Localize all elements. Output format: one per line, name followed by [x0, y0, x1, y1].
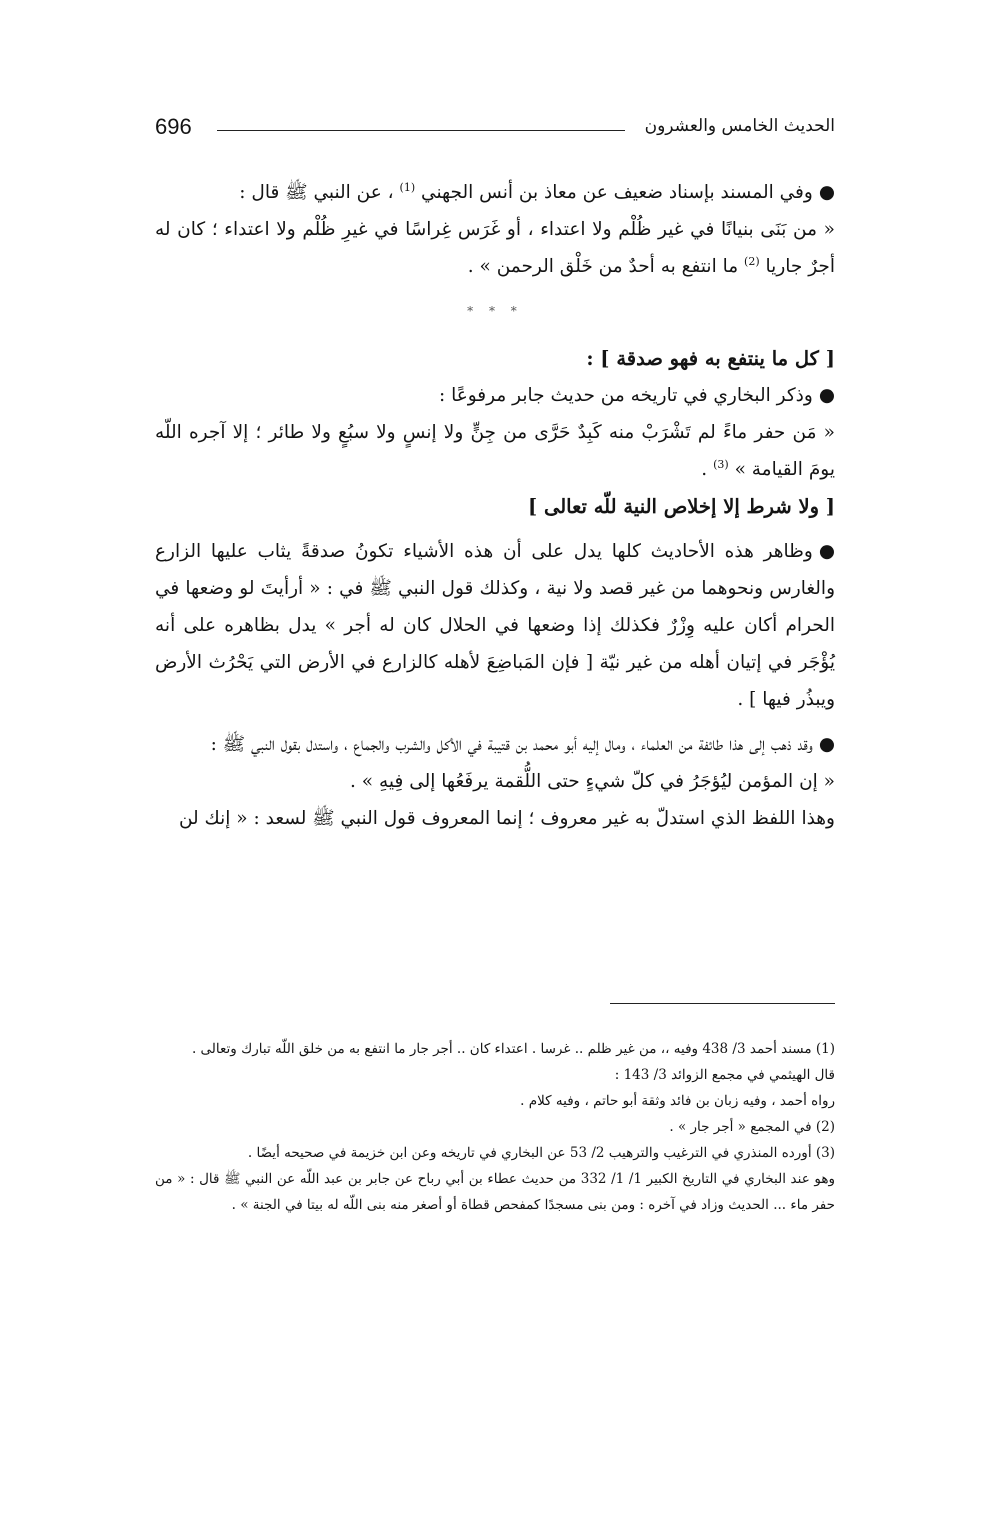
- footnote-ref-2: (2): [744, 254, 760, 268]
- footnote-1-line-3: رواه أحمد ، وفيه زبان بن فائد وثقة أبو حاتم ، وفيه كلام .: [520, 1093, 835, 1109]
- paragraph-8: وهذا اللفظ الذي استدلّ به غير معروف ؛ إنما المعروف قول النبي ﷺ لسعد : « إنك لن: [178, 808, 835, 829]
- section-heading-2: [ ولا شرط إلا إخلاص النية للّه تعالى ]: [527, 495, 835, 518]
- footnotes: [155, 1036, 835, 1218]
- paragraph-1: ●وفي المسند بإسناد ضعيف عن معاذ بن أنس الجهني $^{(1)}$ ، عن النبي ﷺ قال :: [155, 174, 835, 211]
- bullet-icon: ●: [818, 182, 835, 203]
- paragraph-5: ●وظاهر هذه الأحاديث كلها يدل على أن هذه الأشياء تكونُ صدقةً يثاب عليها الزارع والغارس ونحوهما من غير قصد ولا نية ، وكذلك قول النبي ﷺ في : « أرأيتَ لو وضعها في الحرام أكان عليه وِزْرٌ فكذلك إذا وضعها في الحلال كان له أجر » يدل بظاهره على أنه يُؤْجَر في إتيان أهله من غير نيّة [ فإن المَباضِعَ لأهله كالزارع في الأرض التي يَحْرُث الأرض ويبذُر فيها ] .: [155, 533, 835, 718]
- paragraph-3: ●وذكر البخاري في تاريخه من حديث جابر مرفوعًا :: [155, 377, 835, 414]
- footnote-ref-3: (3): [713, 457, 729, 471]
- footnote-ref-1: (1): [399, 180, 416, 194]
- header-rule: [217, 130, 625, 131]
- paragraph-4: « مَن حفر ماءً لم تَشْرَبْ منه كَبِدٌ حَرَّى من جِنٍّ ولا إنسٍ ولا سبُعٍ ولا طائر ؛ إلا آجره اللّه يومَ القيامة » $^{(3)}$ .: [155, 422, 835, 480]
- footnote-2: (2) في المجمع « أجر جار » .: [669, 1119, 835, 1135]
- bullet-icon: ●: [818, 541, 835, 562]
- footnote-1: (1) مسند أحمد 3/ 438 وفيه ،، من غير ظلم .. غرسا . اعتداء كان .. أجر جار ما انتفع به من خلق اللّه تبارك وتعالى .: [191, 1041, 835, 1057]
- footnote-1-line-2: قال الهيثمي في مجمع الزوائد 3/ 143 :: [614, 1067, 835, 1083]
- page-header: [155, 114, 835, 150]
- chapter-title: الحديث الخامس والعشرون: [644, 116, 835, 136]
- bullet-icon: ●: [818, 734, 835, 755]
- section-separator: * * *: [467, 304, 523, 318]
- page-number: 696: [155, 114, 192, 139]
- footnote-3-line-2: وهو عند البخاري في التاريخ الكبير 1/ 1/ 332 من حديث عطاء بن أبي رباح عن جابر بن عبد اللّه عن النبي ﷺ قال : « من حفر ماء ... الحديث وزاد في آخره : ومن بنى مسجدًا كمفحص قطاة أو أصغر منه بنى اللّه له بيتا في الجنة » .: [155, 1171, 835, 1213]
- bullet-icon: ●: [818, 385, 835, 406]
- footnote-rule: [610, 1003, 835, 1004]
- main-text: [155, 174, 835, 837]
- section-heading-1: [ كل ما ينتفع به فهو صدقة ] :: [586, 347, 835, 370]
- paragraph-2: « من بَنَى بنيانًا في غير ظُلْم ولا اعتداء ، أو غَرَس غِراسًا في غيرِ ظُلْم ولا اعتداء ؛ كان له أجرٌ جاريا $^{(2)}$ ما انتفع به أحدٌ من خَلْق الرحمن » .: [155, 219, 835, 277]
- paragraph-6: ●وقد ذهب إلى هذا طائفة من العلماء ، ومال إليه أبو محمد بن قتيبة في الأكل والشرب والجماع ، واستدل بقول النبي ﷺ :: [155, 726, 835, 763]
- footnote-3: (3) أورده المنذري في الترغيب والترهيب 2/ 53 عن البخاري في تاريخه وعن ابن خزيمة في صحيحه أيضًا .: [247, 1145, 835, 1161]
- paragraph-7: « إن المؤمن ليُؤجَرُ في كلّ شيءٍ حتى اللُّقمة يرفَعُها إلى فِيهِ » .: [350, 771, 835, 792]
